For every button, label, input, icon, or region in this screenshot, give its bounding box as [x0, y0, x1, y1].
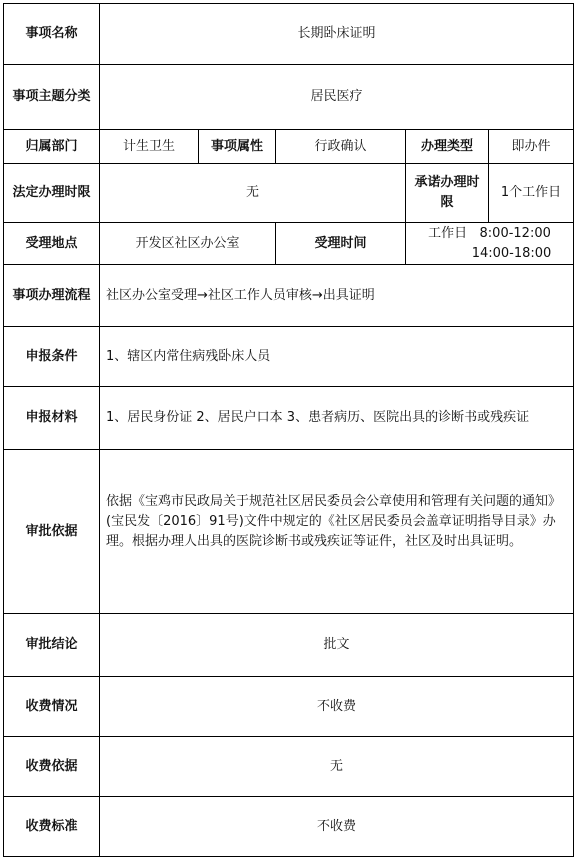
materials-label: 申报材料 [4, 387, 100, 450]
handle-type-value: 即办件 [489, 130, 574, 164]
approval-result-label: 审批结论 [4, 614, 100, 677]
approval-basis-value: 依据《宝鸡市民政局关于规范社区居民委员会公章使用和管理有关问题的通知》(宝民发〔2016〕91号)文件中规定的《社区居民委员会盖章证明指导目录》办理。根据办理人出具的医院诊断书或残疾证等证件，社区及时出具证明。 [100, 450, 574, 614]
item-name-label: 事项名称 [4, 4, 100, 65]
row-approval-basis [4, 450, 574, 614]
row-time-limits [4, 164, 574, 223]
row-conditions [4, 327, 574, 387]
conditions-label: 申报条件 [4, 327, 100, 387]
row-approval-result [4, 614, 574, 677]
row-department [4, 130, 574, 164]
fee-standard-value: 不收费 [100, 797, 574, 857]
row-process [4, 265, 574, 327]
fee-status-label: 收费情况 [4, 677, 100, 737]
location-label: 受理地点 [4, 223, 100, 265]
handle-type-label: 办理类型 [406, 130, 489, 164]
fee-basis-label: 收费依据 [4, 737, 100, 797]
theme-category-label: 事项主题分类 [4, 65, 100, 130]
accept-time-line-2: 14:00-18:00 [471, 245, 552, 261]
fee-status-value: 不收费 [100, 677, 574, 737]
theme-category-value: 居民医疗 [100, 65, 574, 130]
materials-value: 1、居民身份证 2、居民户口本 3、患者病历、医院出具的诊断书或残疾证 [100, 387, 574, 450]
row-theme-category [4, 65, 574, 130]
row-location [4, 223, 574, 265]
process-label: 事项办理流程 [4, 265, 100, 327]
legal-time-value: 无 [100, 164, 406, 223]
row-fee-status [4, 677, 574, 737]
service-item-table [3, 3, 574, 857]
accept-time-line-1: 工作日 8:00-12:00 [428, 225, 551, 241]
row-fee-basis [4, 737, 574, 797]
process-value: 社区办公室受理→社区工作人员审核→出具证明 [100, 265, 574, 327]
approval-result-value: 批文 [100, 614, 574, 677]
promised-time-value: 1个工作日 [489, 164, 574, 223]
attribute-value: 行政确认 [276, 130, 406, 164]
department-label: 归属部门 [4, 130, 100, 164]
fee-standard-label: 收费标准 [4, 797, 100, 857]
accept-time-value [406, 223, 574, 265]
fee-basis-value: 无 [100, 737, 574, 797]
row-fee-standard [4, 797, 574, 857]
attribute-label: 事项属性 [199, 130, 276, 164]
accept-time-label: 受理时间 [276, 223, 406, 265]
promised-time-label: 承诺办理时限 [406, 164, 489, 223]
item-name-value: 长期卧床证明 [100, 4, 574, 65]
approval-basis-label: 审批依据 [4, 450, 100, 614]
legal-time-label: 法定办理时限 [4, 164, 100, 223]
row-materials [4, 387, 574, 450]
location-value: 开发区社区办公室 [100, 223, 276, 265]
conditions-value: 1、辖区内常住病残卧床人员 [100, 327, 574, 387]
row-item-name [4, 4, 574, 65]
department-value: 计生卫生 [100, 130, 199, 164]
